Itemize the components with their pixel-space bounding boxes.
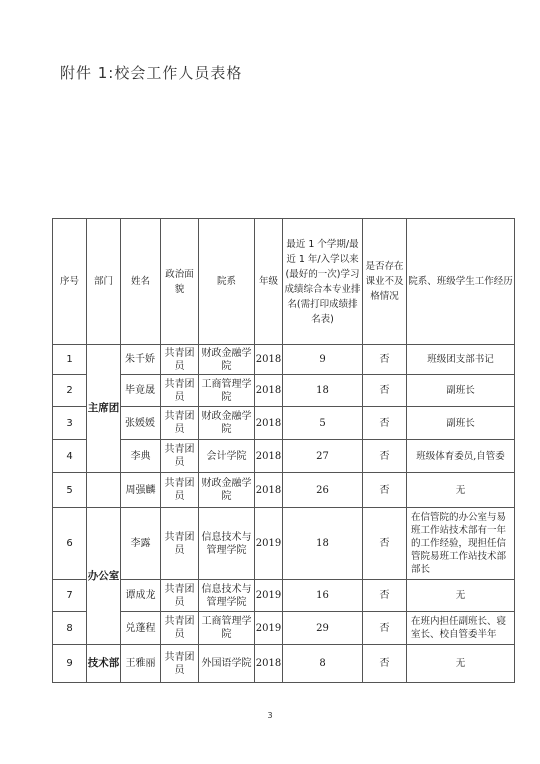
row-college: 会计学院 [199, 440, 255, 473]
row-rank: 9 [283, 345, 363, 375]
table-row [53, 580, 515, 612]
table-row [53, 375, 515, 407]
row-name: 兑蓬程 [121, 612, 161, 645]
table-row [53, 473, 515, 508]
row-rank: 8 [283, 645, 363, 683]
row-experience: 在班内担任副班长、寝室长、校自管委半年 [407, 612, 515, 645]
header-row [53, 219, 515, 345]
row-politics: 共青团员 [161, 473, 199, 508]
row-no: 8 [53, 612, 87, 645]
row-college: 信息技术与管理学院 [199, 508, 255, 580]
row-name: 周强麟 [121, 473, 161, 508]
header-experience: 院系、班级学生工作经历 [407, 219, 515, 345]
row-politics: 共青团员 [161, 645, 199, 683]
row-fail: 否 [363, 375, 407, 407]
table-row [53, 345, 515, 375]
row-no: 5 [53, 473, 87, 508]
row-fail: 否 [363, 508, 407, 580]
row-fail: 否 [363, 345, 407, 375]
row-grade: 2018 [255, 645, 283, 683]
row-grade: 2018 [255, 345, 283, 375]
row-fail: 否 [363, 580, 407, 612]
row-grade: 2019 [255, 580, 283, 612]
row-rank: 18 [283, 508, 363, 580]
row-college: 财政金融学院 [199, 407, 255, 440]
row-rank: 26 [283, 473, 363, 508]
row-no: 3 [53, 407, 87, 440]
row-politics: 共青团员 [161, 375, 199, 407]
row-grade: 2019 [255, 612, 283, 645]
page-title: 附件 1:校会工作人员表格 [60, 64, 243, 82]
row-grade: 2018 [255, 440, 283, 473]
row-no: 6 [53, 508, 87, 580]
row-no: 7 [53, 580, 87, 612]
row-politics: 共青团员 [161, 345, 199, 375]
row-rank: 16 [283, 580, 363, 612]
row-college: 财政金融学院 [199, 473, 255, 508]
row-name: 王雅丽 [121, 645, 161, 683]
row-college: 信息技术与管理学院 [199, 580, 255, 612]
header-fail: 是否存在课业不及格情况 [363, 219, 407, 345]
row-name: 毕竟晟 [121, 375, 161, 407]
dept-cell: 主席团 [87, 345, 121, 473]
row-college: 财政金融学院 [199, 345, 255, 375]
row-no: 1 [53, 345, 87, 375]
row-experience: 无 [407, 645, 515, 683]
row-rank: 27 [283, 440, 363, 473]
row-name: 张媛媛 [121, 407, 161, 440]
dept-cell: 技术部 [87, 645, 121, 683]
row-grade: 2018 [255, 473, 283, 508]
row-name: 李典 [121, 440, 161, 473]
row-politics: 共青团员 [161, 407, 199, 440]
row-college: 工商管理学院 [199, 612, 255, 645]
row-experience: 副班长 [407, 407, 515, 440]
staff-table [52, 218, 515, 683]
dept-cell-empty [87, 473, 121, 508]
dept-cell: 办公室 [87, 508, 121, 645]
table-row [53, 645, 515, 683]
row-college: 工商管理学院 [199, 375, 255, 407]
table-row [53, 508, 515, 580]
row-no: 9 [53, 645, 87, 683]
header-no: 序号 [53, 219, 87, 345]
row-no: 2 [53, 375, 87, 407]
table-row [53, 440, 515, 473]
row-experience: 班级体育委员,自管委 [407, 440, 515, 473]
row-name: 李露 [121, 508, 161, 580]
row-fail: 否 [363, 407, 407, 440]
row-name: 谭成龙 [121, 580, 161, 612]
row-fail: 否 [363, 473, 407, 508]
table-row [53, 612, 515, 645]
row-rank: 29 [283, 612, 363, 645]
header-name: 姓名 [121, 219, 161, 345]
row-rank: 5 [283, 407, 363, 440]
row-grade: 2018 [255, 407, 283, 440]
header-politics: 政治面貌 [161, 219, 199, 345]
table-row [53, 407, 515, 440]
row-experience: 在信管院的办公室与易班工作站技术部有一年的工作经验，现担任信管院易班工作站技术部部长 [407, 508, 515, 580]
row-fail: 否 [363, 612, 407, 645]
row-college: 外国语学院 [199, 645, 255, 683]
row-fail: 否 [363, 645, 407, 683]
row-politics: 共青团员 [161, 440, 199, 473]
header-dept: 部门 [87, 219, 121, 345]
header-college: 院系 [199, 219, 255, 345]
header-rank: 最近 1 个学期/最近 1 年/入学以来(最好的一次)学习成绩综合本专业排名(需打印成绩排名表) [283, 219, 363, 345]
row-politics: 共青团员 [161, 612, 199, 645]
row-grade: 2018 [255, 375, 283, 407]
row-politics: 共青团员 [161, 580, 199, 612]
page-number: 3 [267, 711, 273, 720]
row-grade: 2019 [255, 508, 283, 580]
row-no: 4 [53, 440, 87, 473]
row-fail: 否 [363, 440, 407, 473]
row-experience: 副班长 [407, 375, 515, 407]
row-rank: 18 [283, 375, 363, 407]
row-experience: 无 [407, 473, 515, 508]
row-experience: 班级团支部书记 [407, 345, 515, 375]
header-grade: 年级 [255, 219, 283, 345]
row-name: 朱千娇 [121, 345, 161, 375]
row-experience: 无 [407, 580, 515, 612]
row-politics: 共青团员 [161, 508, 199, 580]
